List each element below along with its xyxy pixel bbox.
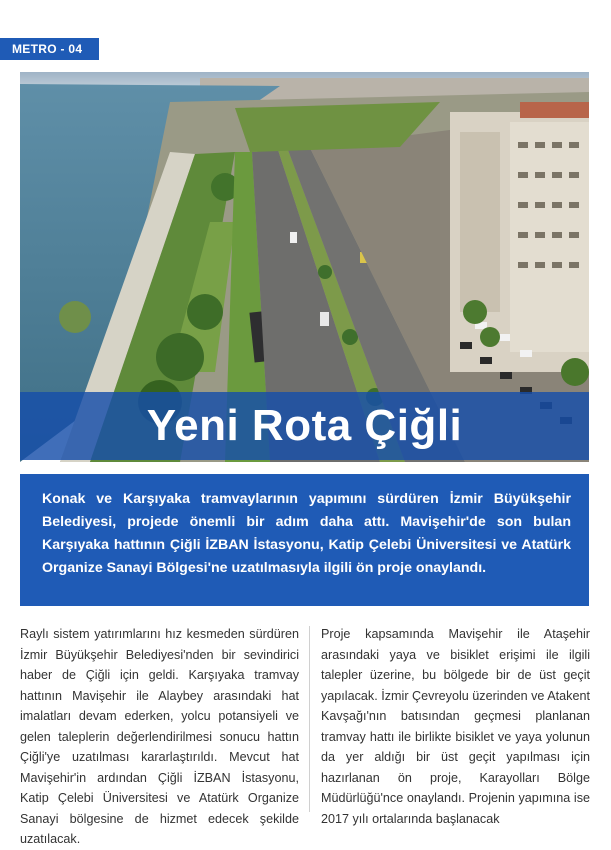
body-text-left: Raylı sistem yatırımlarını hız kesmeden sürdüren İzmir Büyükşehir Belediyesi'nden bir sevindirici haber de Çiğli için geldi. Karşıyaka tramvay hattının Mavişehir ile Alaybey arasındaki hat imalatları devam ederken, yolcu potansiyeli ve gelen taleplerin değerlendirilmesi sonucu hattın Çiğli'ye uzatılması kararlaştırıldı. Mevcut hat Mavişehir'in ardından Çiğli İZBAN İstasyonu, Katip Çelebi Üniversitesi ve Atatürk Organize Sanayi bölgesine de hizmet edecek şekilde uzatılacak. — [20, 627, 299, 846]
section-tag: METRO - 04 — [0, 38, 99, 60]
body-text-right: Proje kapsamında Mavişehir ile Ataşehir arasındaki yaya ve bisiklet erişimi ile ilgili talepler üzerine, bu bölgede bir de üst geçit yapılacak. İzmir Çevreyolu üzerinden ve Atakent Kavşağı'nın batısından geçmesi planlanan tramvay hattı ile birlikte bisiklet ve yaya yolunun da yer aldığı bir üst geçit yapılması için hazırlanan ön proje, Karayolları Bölge Müdürlüğü'nce onaylandı. Projenin yapımına ise 2017 yılı ortalarında başlanacak — [321, 627, 590, 826]
column-divider — [309, 626, 310, 812]
page-title: Yeni Rota Çiğli — [146, 401, 463, 450]
lead-paragraph: Konak ve Karşıyaka tramvaylarının yapımını sürdüren İzmir Büyükşehir Belediyesi, projede önemli bir adım daha attı. Mavişehir'de son bulan Karşıyaka hattının Çiğli İZBAN İstasyonu, Katip Çelebi Üniversitesi ve Atatürk Organize Sanayi Bölgesi'ne uzatılmasıyla ilgili ön proje onaylandı. — [20, 474, 589, 606]
